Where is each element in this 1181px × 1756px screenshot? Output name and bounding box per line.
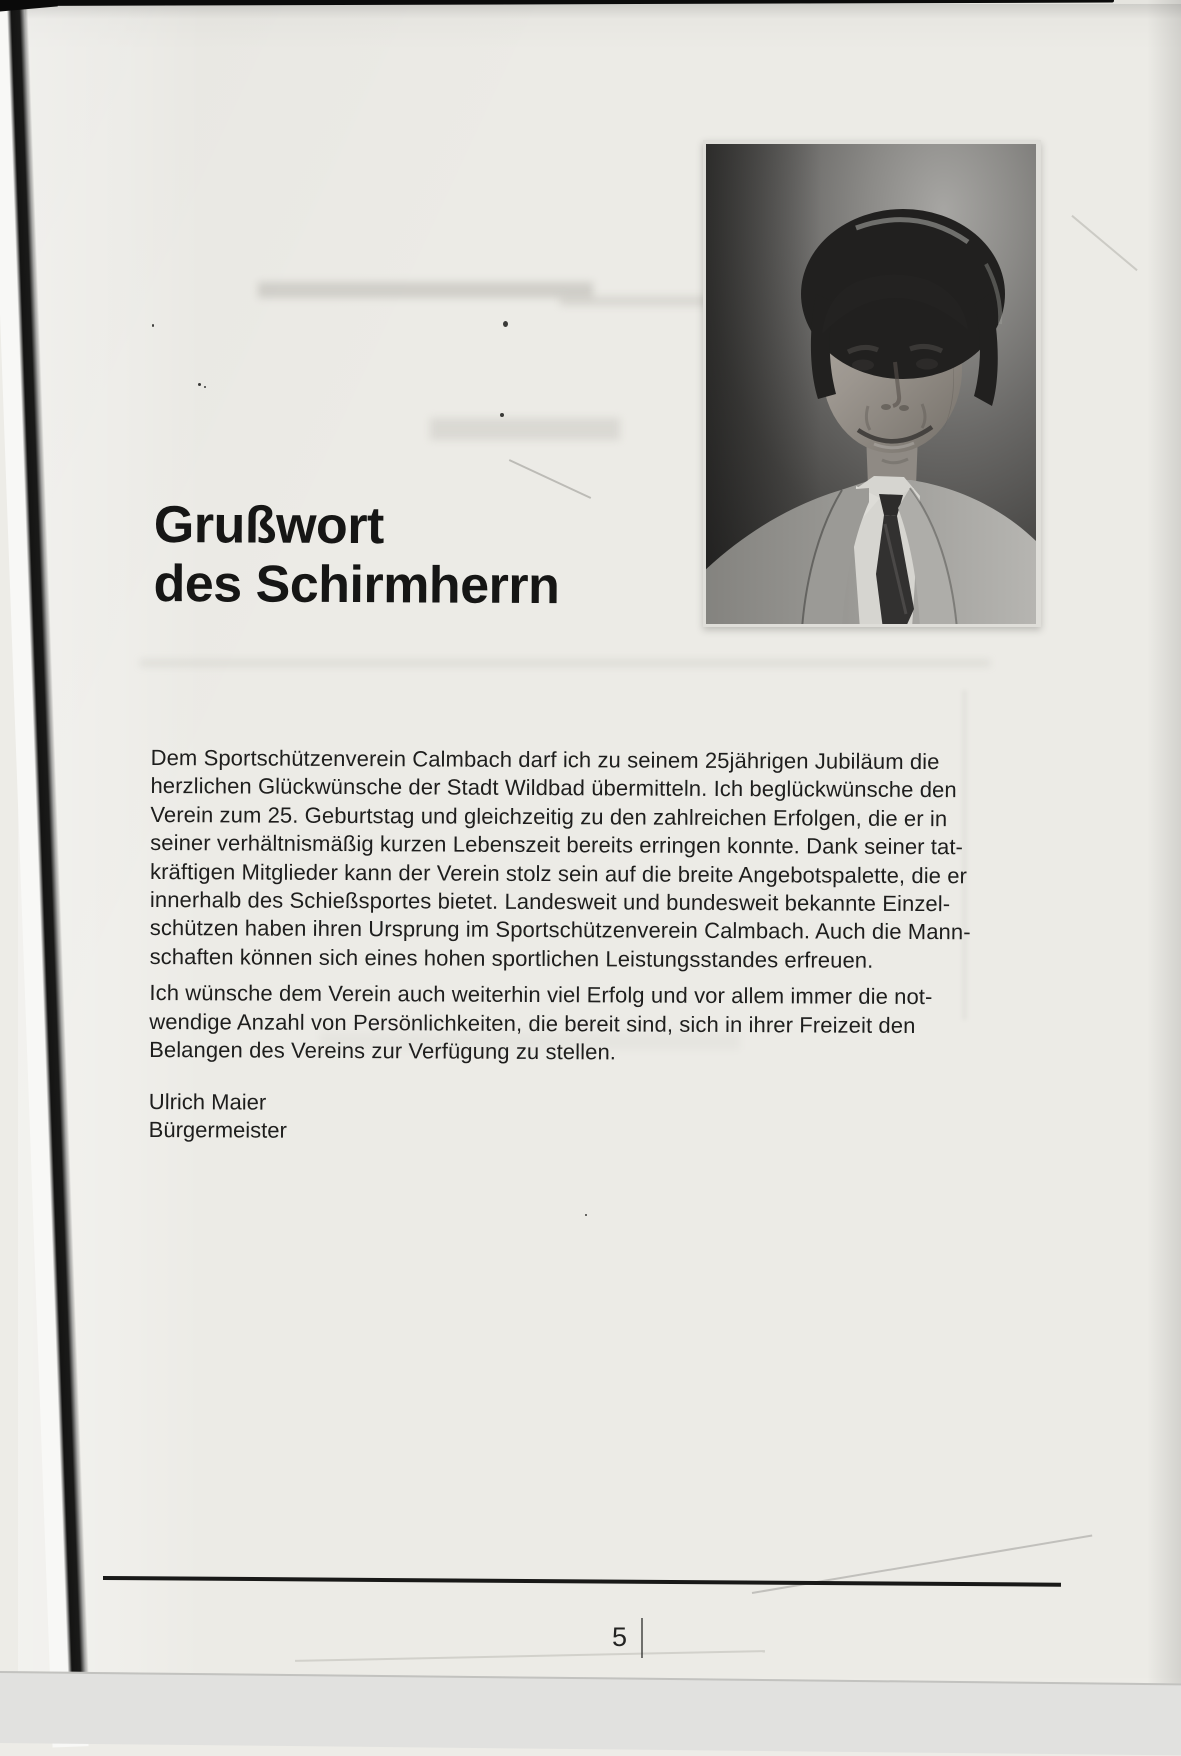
text-line: Verein zum 25. Geburtstag und gleichzeitig zu den zahlreichen Erfolgen, die er in <box>150 801 948 831</box>
text-line: kräftigen Mitglieder kann der Verein stolz sein auf die breite Angebotspalette, die er <box>149 858 968 888</box>
page-number: 5 <box>612 1622 628 1652</box>
text-line: seiner verhältnismäßig kurzen Lebenszeit bereits erringen konnte. Dank seiner tat- <box>150 830 964 860</box>
title-line-2: des Schirmherrn <box>153 555 560 616</box>
text-line: herzlichen Glückwünsche der Stadt Wildbad übermitteln. Ich beglückwünsche den <box>150 773 957 803</box>
text-line: Belangen des Vereins zur Verfügung zu stellen. <box>149 1037 617 1065</box>
title-line-1: Grußwort <box>153 496 385 556</box>
scan-backdrop-bottom <box>0 1671 1181 1756</box>
text-line: Ich wünsche dem Verein auch weiterhin viel Erfolg und vor allem immer die not- <box>149 980 933 1010</box>
scan-artifact-line <box>641 1618 643 1658</box>
text-line: schützen haben ihren Ursprung im Sportschützenverein Calmbach. Auch die Mann- <box>149 915 971 945</box>
text-line: wendige Anzahl von Persönlichkeiten, die bereit sind, sich in ihrer Freizeit den <box>149 1008 916 1038</box>
signature-name: Ulrich Maier <box>148 1088 267 1115</box>
greeting-paragraph-2 <box>149 979 1007 1069</box>
text-line: schaften können sich eines hohen sportlichen Leistungsstandes erfreuen. <box>149 943 874 973</box>
greeting-text <box>149 744 1009 1077</box>
signature-block <box>149 1088 287 1145</box>
text-line: innerhalb des Schießsportes bietet. Landesweit und bundesweit bekannte Einzel- <box>149 887 951 917</box>
text-line: Dem Sportschützenverein Calmbach darf ich zu seinem 25jährigen Jubiläum die <box>150 744 940 775</box>
greeting-paragraph-1 <box>150 744 1009 976</box>
signature-role: Bürgermeister <box>148 1116 287 1143</box>
page-title <box>153 496 559 616</box>
